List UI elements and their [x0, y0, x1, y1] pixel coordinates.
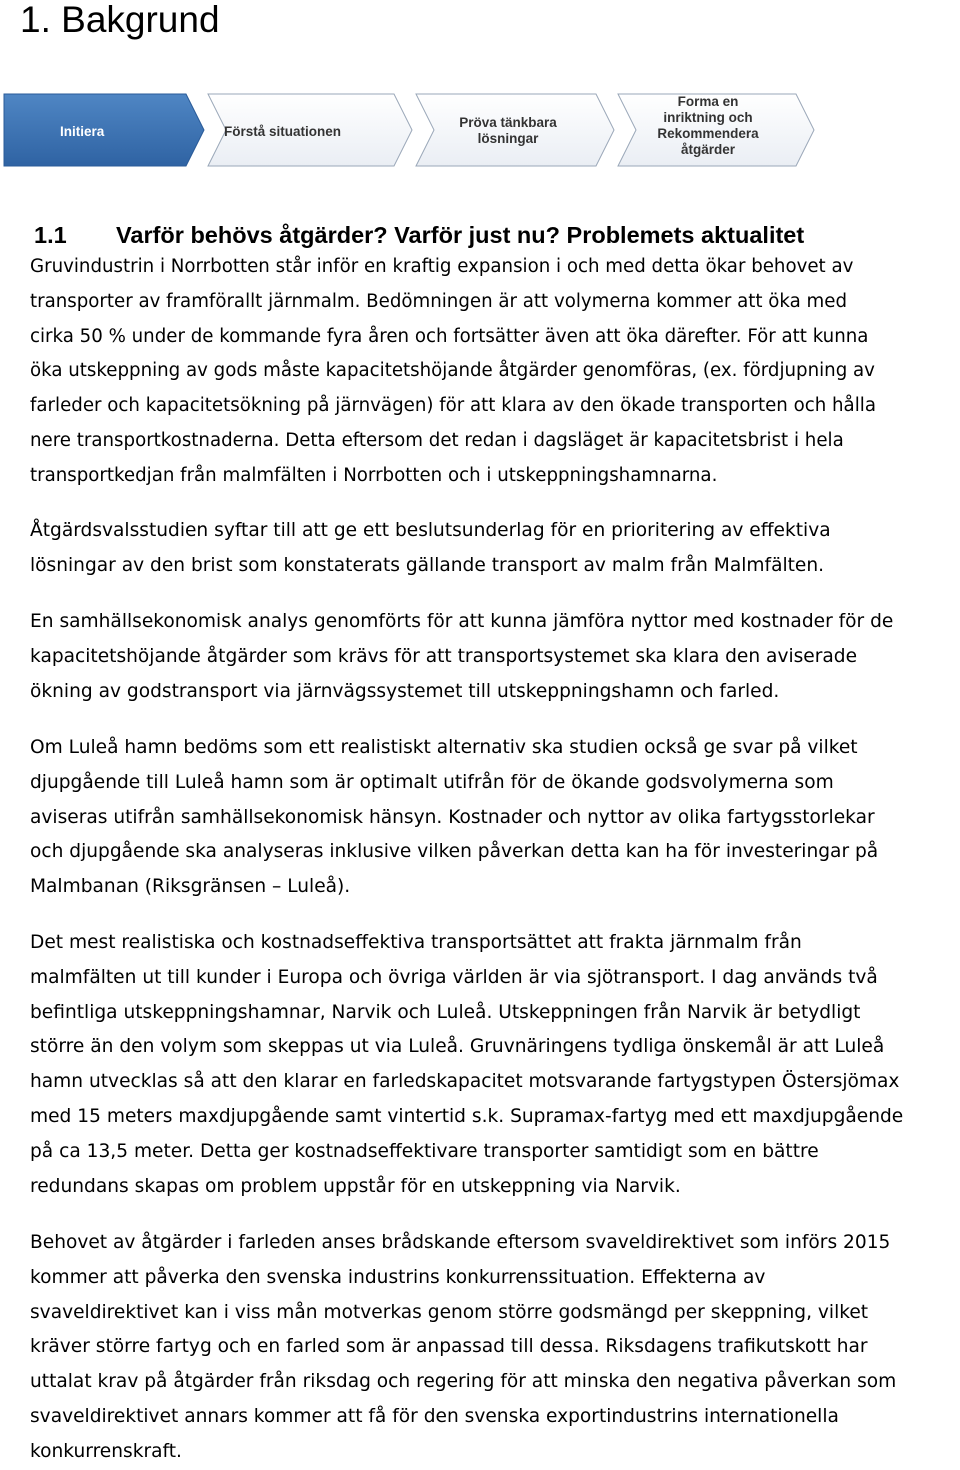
text-line: uttalat krav på åtgärder från riksdag och regering för att minska den negativa påverkan som: [30, 1371, 897, 1393]
text-line: transporter av framförallt järnmalm. Bedömningen är att volymerna kommer att öka med: [30, 290, 847, 312]
section-title: Varför behövs åtgärder? Varför just nu? Problemets aktualitet: [116, 222, 805, 248]
section-number: 1.1: [34, 222, 67, 248]
paragraph-sulphur-directive: [30, 1226, 960, 1470]
text-line: hamn utvecklas så att den klarar en farledskapacitet motsvarande fartygstypen Östersjömax: [30, 1071, 900, 1093]
text-line: farleder och kapacitetsökning på järnvägen) för att klara av den ökade transporten och hålla: [30, 395, 876, 417]
process-step-label-line: åtgärder: [680, 142, 736, 157]
process-step-label-line: lösningar: [477, 131, 539, 146]
text-line: ökning av godstransport via järnvägssystemet till utskeppningshamn och farled.: [30, 680, 780, 702]
process-step-forma-inriktning: [618, 94, 814, 166]
process-step-label-line: Initiera: [60, 124, 105, 139]
process-step-label-line: Förstå situationen: [224, 124, 342, 139]
process-step-label-line: Rekommendera: [657, 126, 759, 141]
text-line: kapacitetshöjande åtgärder som krävs för att transportsystemet ska klara den aviserade: [30, 645, 858, 667]
text-line: En samhällsekonomisk analys genomförts för att kunna jämföra nyttor med kostnader för de: [30, 611, 894, 632]
paragraph-lulea-harbour: [30, 731, 960, 905]
process-diagram: [0, 88, 960, 168]
paragraph-sea-transport: [30, 926, 960, 1204]
text-line: Behovet av åtgärder i farleden anses brådskande eftersom svaveldirektivet som införs 2015: [30, 1232, 891, 1253]
text-line: redundans skapas om problem uppstår för en utskeppning via Narvik.: [30, 1175, 681, 1197]
text-line: svaveldirektivet annars kommer att få för den svenska exportindustrins internationella: [30, 1405, 839, 1427]
paragraph-analysis: [30, 605, 960, 709]
process-step-label-line: inriktning och: [663, 110, 753, 125]
text-line: befintliga utskeppningshamnar, Narvik och Luleå. Utskeppningen från Narvik är betydligt: [30, 1001, 861, 1023]
text-line: nere transportkostnaderna. Detta eftersom det redan i dagsläget är kapacitetsbrist i hela: [30, 429, 844, 451]
process-step-label-line: Forma en: [677, 94, 739, 109]
text-line: kommer att påverka den svenska industrins konkurrenssituation. Effekterna av: [30, 1266, 766, 1288]
paragraph-background: [30, 250, 960, 494]
text-line: cirka 50 % under de kommande fyra åren och fortsätter även att öka därefter. För att kunna: [30, 325, 869, 347]
text-line: större än den volym som skeppas ut via Luleå. Gruvnäringens tydliga önskemål är att Luleå: [30, 1036, 885, 1058]
text-line: svaveldirektivet kan i viss mån motverkas genom större godsmängd per skeppning, vilket: [30, 1301, 869, 1323]
text-line: aviseras utifrån samhällsekonomisk hänsyn. Kostnader och nyttor av olika fartygsstorlekar: [30, 806, 875, 828]
text-line: konkurrenskraft.: [30, 1440, 182, 1462]
section-heading: [34, 219, 804, 251]
text-line: Åtgärdsvalsstudien syftar till att ge ett beslutsunderlag för en prioritering av effektiva: [30, 520, 831, 541]
process-step-label: [224, 124, 341, 139]
paragraph-purpose: [30, 514, 960, 584]
text-line: lösningar av den brist som konstaterats gällande transport av malm från Malmfälten.: [30, 554, 825, 576]
text-line: djupgående till Luleå hamn som är optimalt utifrån för de ökande godsvolymerna som: [30, 771, 834, 793]
text-line: Gruvindustrin i Norrbotten står inför en kraftig expansion i och med detta ökar behovet av: [30, 256, 854, 277]
process-step-initiera: [4, 94, 204, 166]
text-line: Det mest realistiska och kostnadseffektiva transportsättet att frakta järnmalm från: [30, 932, 802, 953]
process-step-label-line: Pröva tänkbara: [459, 115, 557, 130]
process-step-label: [60, 124, 105, 139]
text-line: Om Luleå hamn bedöms som ett realistiskt alternativ ska studien också ge svar på vilket: [30, 737, 858, 758]
text-line: och djupgående ska analyseras inklusive vilken påverkan detta kan ha för investeringar på: [30, 841, 879, 863]
text-line: med 15 meters maxdjupgående samt vintertid s.k. Supramax-fartyg med ett maxdjupgående: [30, 1105, 904, 1127]
process-step-forsta-situationen: [208, 94, 412, 166]
text-line: malmfälten ut till kunder i Europa och övriga världen är via sjötransport. I dag används två: [30, 966, 878, 988]
text-line: Malmbanan (Riksgränsen – Luleå).: [30, 876, 351, 898]
page-title: 1. Bakgrund: [20, 0, 220, 40]
text-line: kräver större fartyg och en farled som är anpassad till dessa. Riksdagens trafikutskott har: [30, 1336, 868, 1358]
text-line: på ca 13,5 meter. Detta ger kostnadseffektivare transporter samtidigt som en bättre: [30, 1140, 819, 1162]
text-line: transportkedjan från malmfälten i Norrbotten och i utskeppningshamnarna.: [30, 464, 718, 486]
process-step-prova-tankbara-losningar: [416, 94, 614, 166]
text-line: öka utskeppning av gods måste kapacitetshöjande åtgärder genomföras, (ex. fördjupning av: [30, 360, 875, 382]
